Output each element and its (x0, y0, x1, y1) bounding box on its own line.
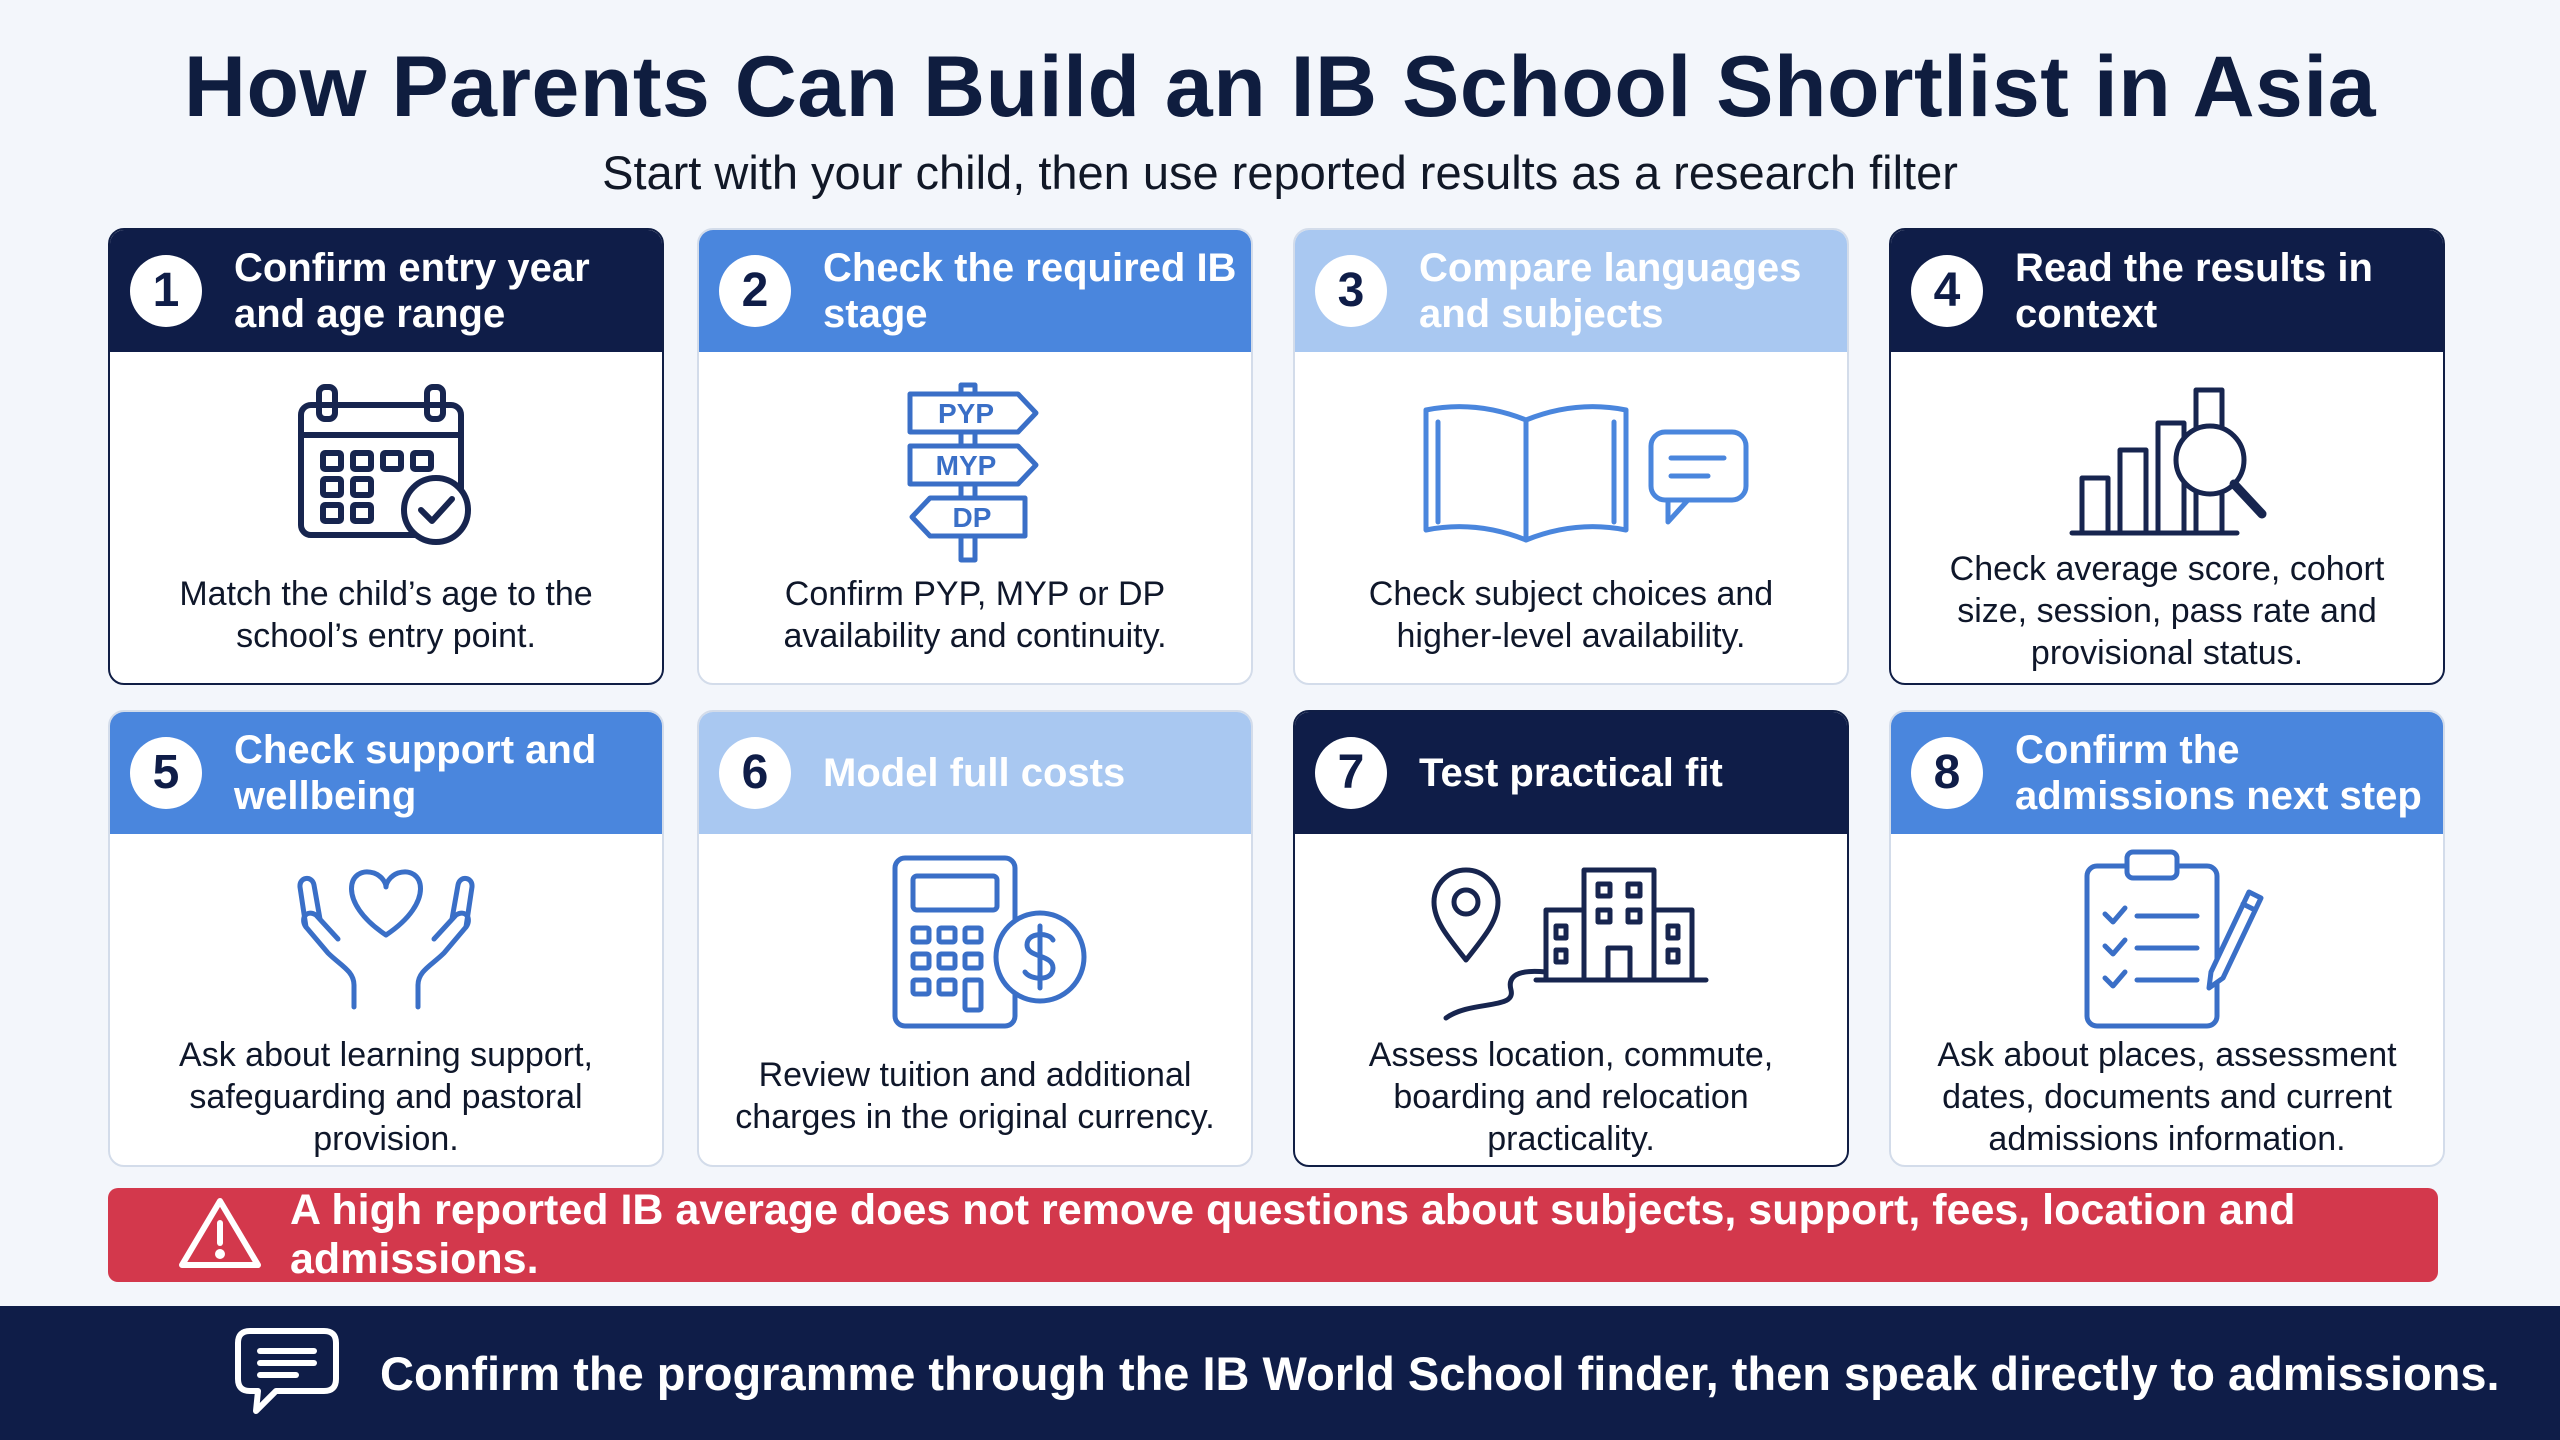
step-description: Ask about places, assessment dates, documents and current admissions information. (1937, 1036, 2397, 1158)
step-card-header (1891, 230, 2443, 352)
book-and-speech-bubble-icon (1295, 392, 1847, 552)
step-card-7 (1293, 710, 1849, 1167)
step-description: Check subject choices and higher-level availability. (1368, 575, 1774, 655)
step-card-8 (1889, 710, 2445, 1167)
footer-bar (0, 1306, 2560, 1440)
step-card-6 (697, 710, 1253, 1167)
step-title: Confirm entry year and age range (234, 246, 590, 336)
step-card-4 (1889, 228, 2445, 685)
step-description: Confirm PYP, MYP or DP availability and continuity. (783, 575, 1167, 655)
step-title: Compare languages and subjects (1419, 246, 1802, 336)
step-card-header (699, 230, 1251, 352)
step-number: 3 (1315, 255, 1387, 327)
step-number: 5 (130, 737, 202, 809)
step-number: 8 (1911, 737, 1983, 809)
page-subtitle: Start with your child, then use reported results as a research filter (602, 146, 1958, 199)
warning-triangle-icon (178, 1195, 262, 1276)
clipboard-pencil-icon (1891, 842, 2443, 1032)
step-card-1 (108, 228, 664, 685)
step-title: Check the required IB stage (823, 246, 1237, 336)
step-description: Ask about learning support, safeguarding and pastoral provision. (179, 1036, 593, 1158)
step-number: 6 (719, 737, 791, 809)
calculator-dollar-icon (699, 852, 1251, 1032)
hands-heart-icon (110, 857, 662, 1017)
location-building-icon (1295, 860, 1847, 1030)
warning-banner (108, 1188, 2438, 1282)
chat-bubble-icon (232, 1325, 342, 1422)
step-description: Review tuition and additional charges in the original currency. (735, 1056, 1215, 1136)
step-title: Check support and wellbeing (234, 728, 597, 818)
step-card-3 (1293, 228, 1849, 685)
step-card-header (110, 712, 662, 834)
step-title: Confirm the admissions next step (2015, 728, 2422, 818)
warning-text: A high reported IB average does not remove questions about subjects, support, fees, location and admissions. (290, 1186, 2296, 1283)
bar-chart-magnifier-icon (1891, 378, 2443, 548)
step-card-header (1295, 712, 1847, 834)
signpost-icon (699, 380, 1251, 570)
step-card-header (699, 712, 1251, 834)
step-description: Match the child’s age to the school’s entry point. (179, 575, 593, 655)
step-number: 2 (719, 255, 791, 327)
sign-label-dp: DP (952, 502, 992, 533)
step-title: Test practical fit (1419, 751, 1723, 795)
calendar-check-icon (110, 375, 662, 555)
step-card-header (1891, 712, 2443, 834)
step-number: 1 (130, 255, 202, 327)
step-title: Read the results in context (2015, 246, 2373, 336)
step-card-header (1295, 230, 1847, 352)
sign-label-pyp: PYP (937, 398, 995, 429)
step-card-2 (697, 228, 1253, 685)
page-title: How Parents Can Build an IB School Shortlist in Asia (183, 39, 2377, 135)
step-number: 4 (1911, 255, 1983, 327)
sign-label-myp: MYP (935, 450, 997, 481)
step-title: Model full costs (823, 751, 1126, 795)
step-card-header (110, 230, 662, 352)
step-number: 7 (1315, 737, 1387, 809)
step-description: Assess location, commute, boarding and relocation practicality. (1368, 1036, 1774, 1158)
step-card-5 (108, 710, 664, 1167)
step-description: Check average score, cohort size, session, pass rate and provisional status. (1949, 550, 2385, 672)
footer-text: Confirm the programme through the IB World School finder, then speak directly to admissions. (380, 1346, 2500, 1400)
